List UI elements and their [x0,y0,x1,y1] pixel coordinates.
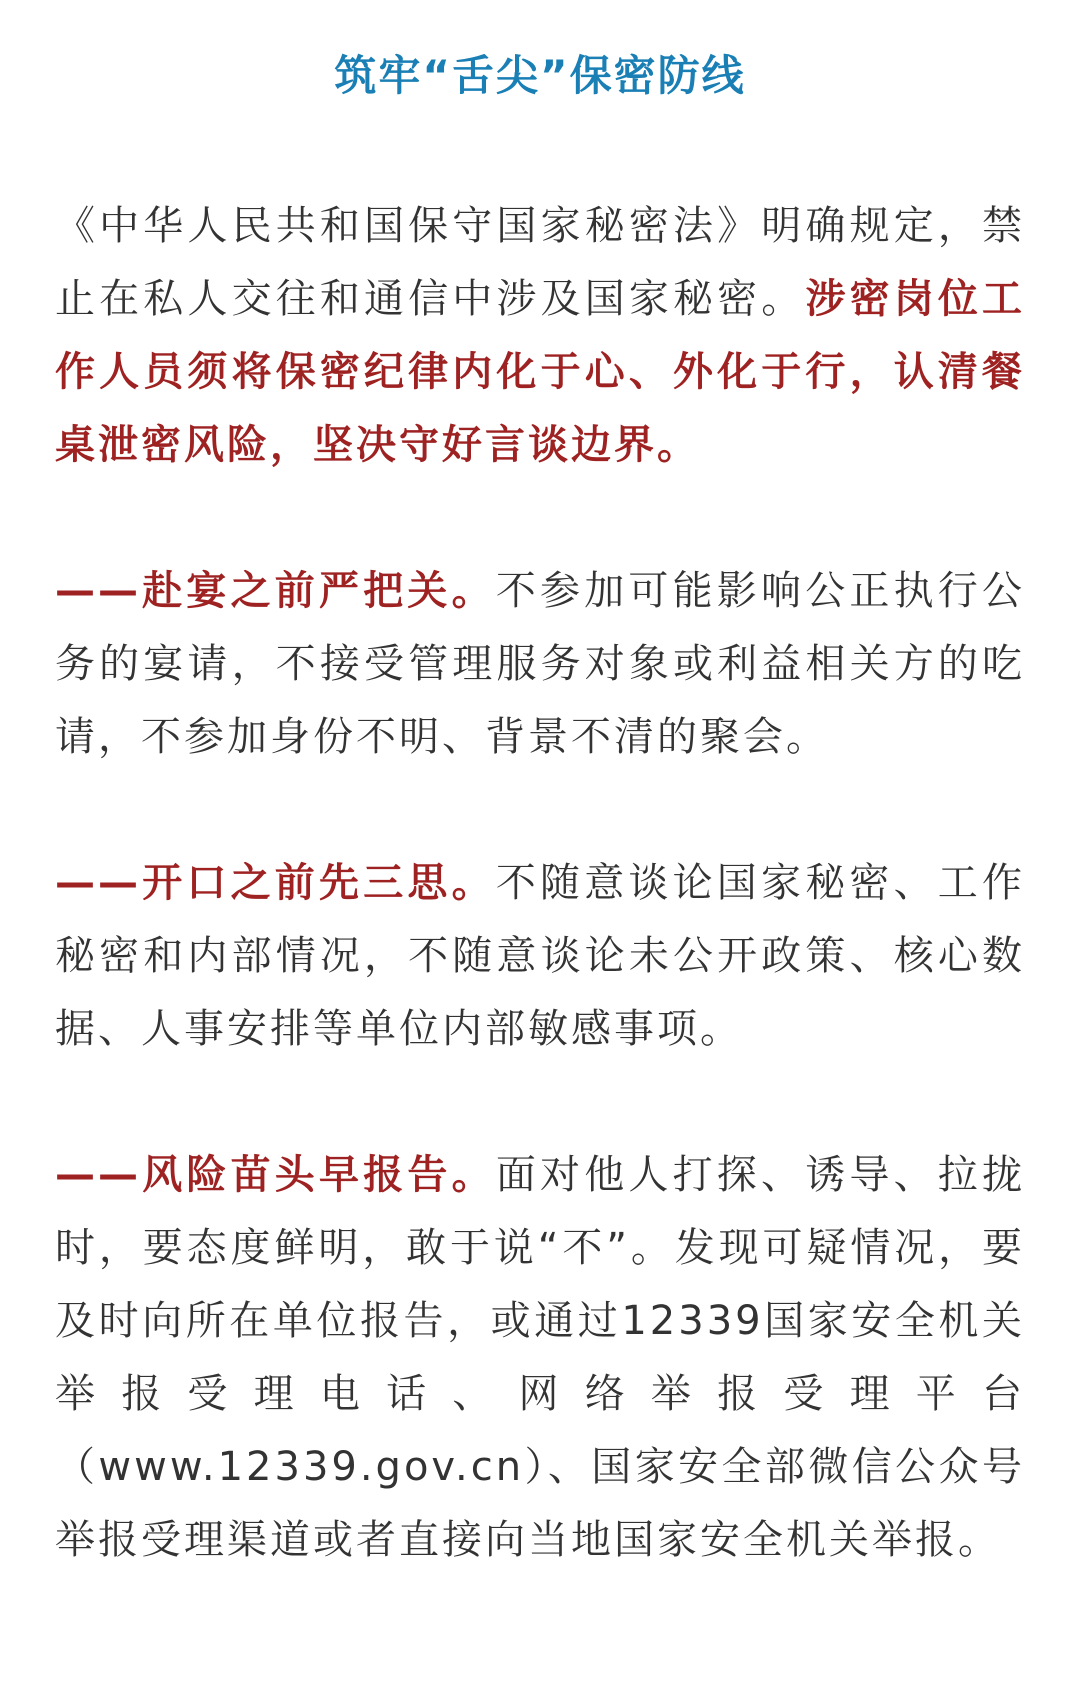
intro-highlight: 涉密岗位工作人员须将保密纪律内化于心、外化于行，认清餐桌泄密风险，坚决守好言谈边界。 [55,276,1026,468]
section-speak [55,847,1025,1066]
intro-paragraph [55,190,1025,482]
section-banquet [55,555,1025,774]
section-heading: ——赴宴之前严把关。 [55,568,496,614]
intro-text: 《中华人民共和国保守国家秘密法》明确规定，禁止在私人交往和通信中涉及国家秘密。 [55,203,1025,322]
section-body: 面对他人打探、诱导、拉拢时，要态度鲜明，敢于说“不”。发现可疑情况，要及时向所在单位报告，或通过12339国家安全机关举报受理电话、网络举报受理平台（www.12339.gov.cn）、国家安全部微信公众号举报受理渠道或者直接向当地国家安全机关举报。 [55,1152,1026,1563]
article [55,0,1025,1577]
article-title: 筑牢“舌尖”保密防线 [334,51,746,100]
section-body: 不参加可能影响公正执行公务的宴请，不接受管理服务对象或利益相关方的吃请，不参加身份不明、背景不清的聚会。 [55,568,1026,760]
section-body: 不随意谈论国家秘密、工作秘密和内部情况，不随意谈论未公开政策、核心数据、人事安排等单位内部敏感事项。 [55,860,1026,1052]
section-report [55,1139,1025,1577]
section-heading: ——开口之前先三思。 [55,860,496,906]
section-heading: ——风险苗头早报告。 [55,1152,496,1198]
